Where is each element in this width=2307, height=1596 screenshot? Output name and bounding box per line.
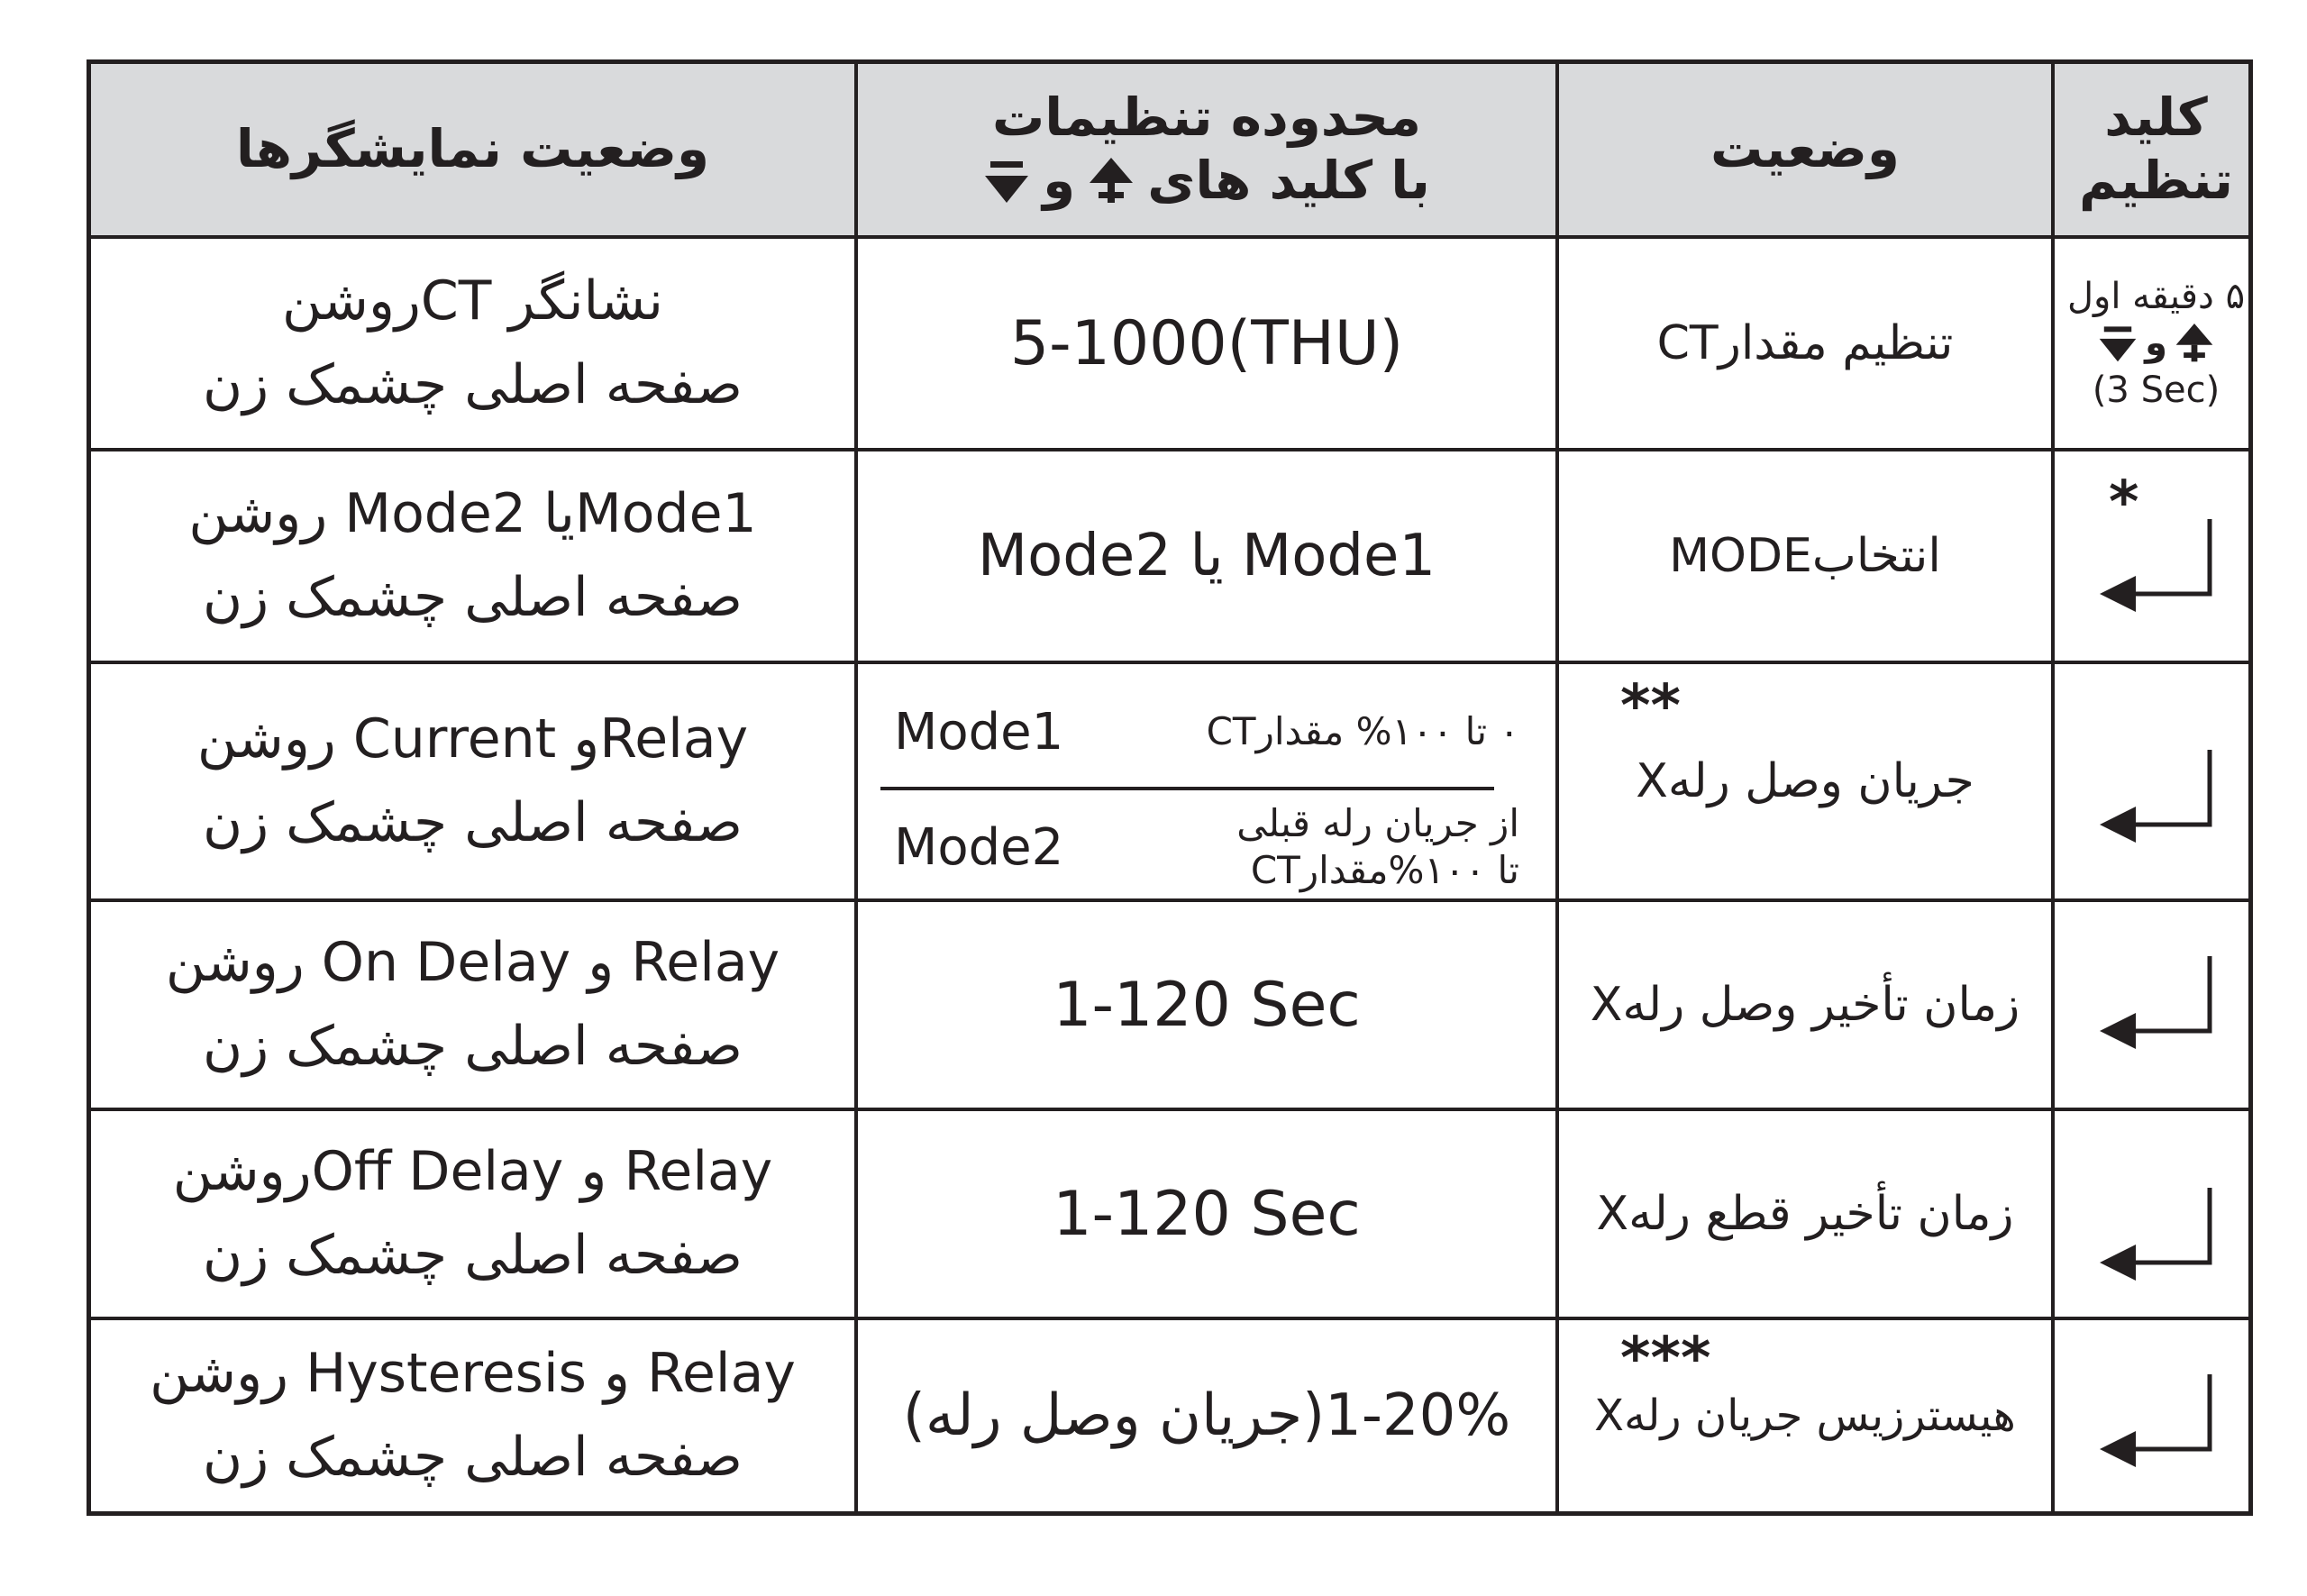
range-split-cell <box>854 664 1555 898</box>
header-key-cell <box>2051 64 2257 235</box>
mode1-desc: ۰ تا ۱۰۰% مقدارCT <box>1206 708 1519 753</box>
range-value: 5-1000(THU) <box>1009 307 1404 379</box>
range-value: 1-120 Sec <box>1053 1178 1361 1250</box>
up-arrow-icon <box>2175 321 2214 366</box>
status-label: هیسترزیس جریان رلهX <box>1594 1391 2016 1441</box>
note-stars: * <box>2109 470 2139 536</box>
indicator-line1: Mode1یا Mode2 روشن <box>188 482 757 545</box>
header-range-and: و <box>1043 150 1076 211</box>
indicator-line1: Relay و Off Delayروشن <box>172 1140 773 1203</box>
table-row <box>91 661 2248 898</box>
header-range-keys-text: با کلید های <box>1147 150 1430 211</box>
header-key-line1: کلید <box>2104 87 2208 149</box>
indicator-line2: صفحه اصلی چشمک زن <box>203 791 743 854</box>
table-row <box>91 448 2248 661</box>
key-hold-text: ۵ دقیقه اول <box>2066 276 2246 317</box>
indicator-line2: صفحه اصلی چشمک زن <box>203 566 743 629</box>
status-label: زمان تأخیر وصل رلهX <box>1590 978 2020 1032</box>
enter-icon <box>2100 1370 2217 1469</box>
down-arrow-icon <box>2098 321 2138 366</box>
header-status: وضعیت <box>1710 118 1900 180</box>
mode1-range <box>858 691 1555 772</box>
down-arrow-icon <box>983 156 1030 206</box>
key-combo <box>2098 320 2214 367</box>
status-label: تنظیم مقدارCT <box>1656 316 1954 370</box>
header-range-title: محدوده تنظیمات <box>991 87 1422 149</box>
table-header <box>91 64 2248 235</box>
mode2-range <box>858 798 1555 897</box>
enter-icon <box>2100 745 2217 844</box>
indicator-line1: Relay و On Delay روشن <box>165 931 780 994</box>
mode2-desc-line1: از جریان رله قبلی <box>1236 800 1519 845</box>
table-row <box>91 235 2248 448</box>
header-range-subtitle <box>983 150 1430 213</box>
mode-divider <box>880 787 1494 790</box>
enter-icon <box>2100 952 2217 1051</box>
note-stars: ** <box>1620 673 1681 740</box>
table-row <box>91 898 2248 1108</box>
range-value: 1-120 Sec <box>1053 969 1361 1041</box>
indicator-line2: صفحه اصلی چشمک زن <box>203 1426 743 1489</box>
enter-icon <box>2100 515 2217 614</box>
mode1-label: Mode1 <box>894 702 1064 762</box>
indicator-line1: Relayو Current روشن <box>196 707 749 771</box>
header-status-cell <box>1555 64 2051 235</box>
header-indicator-cell <box>91 64 854 235</box>
indicator-line1: نشانگر CTروشن <box>282 269 663 333</box>
status-label: انتخابMODE <box>1669 529 1941 583</box>
header-key-line2: تنظیم <box>2078 150 2234 211</box>
key-and: و <box>2145 323 2167 364</box>
up-arrow-icon <box>1088 156 1135 206</box>
mode2-label: Mode2 <box>894 817 1064 877</box>
note-stars: *** <box>1620 1326 1711 1392</box>
settings-table <box>87 59 2253 1516</box>
header-indicator: وضعیت نمایشگرها <box>235 118 710 180</box>
status-label: زمان تأخیر قطع رلهX <box>1596 1187 2014 1241</box>
range-value: 1-20%(جریان وصل رله) <box>902 1382 1511 1449</box>
status-label: جریان وصل رلهX <box>1636 754 1974 808</box>
table-row <box>91 1317 2248 1511</box>
indicator-line2: صفحه اصلی چشمک زن <box>203 1224 743 1287</box>
enter-icon <box>2100 1183 2217 1282</box>
indicator-line1: Relay و Hysteresis روشن <box>150 1342 796 1405</box>
table-row <box>91 1108 2248 1317</box>
range-value: Mode1 یا Mode2 <box>977 523 1436 589</box>
mode2-desc-line2: تا ۱۰۰%مقدارCT <box>1250 848 1519 892</box>
header-range-cell <box>854 64 1555 235</box>
key-duration: (3 Sec) <box>2092 369 2220 411</box>
indicator-line2: صفحه اصلی چشمک زن <box>203 1015 743 1078</box>
indicator-line2: صفحه اصلی چشمک زن <box>203 353 743 416</box>
